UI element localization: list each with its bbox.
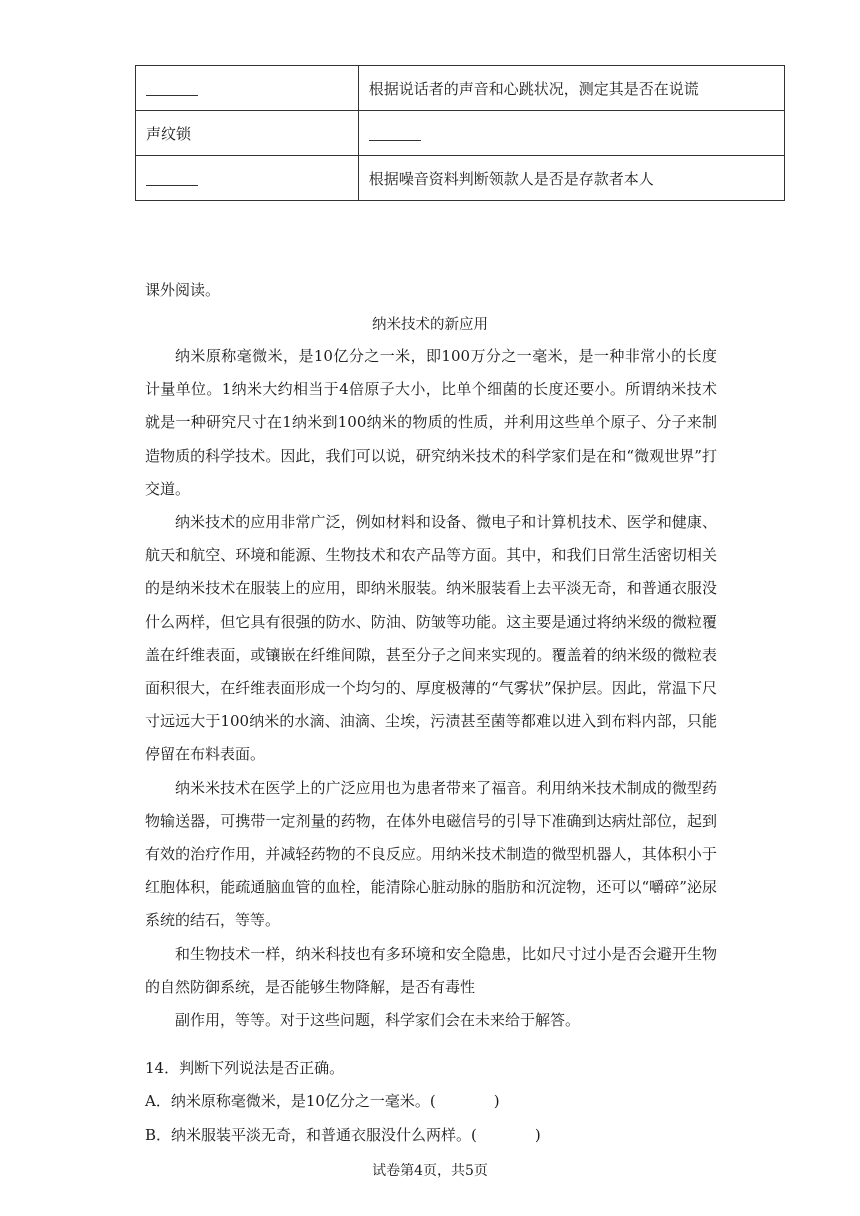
article-body [145, 340, 717, 1037]
answer-blank [369, 128, 421, 141]
question-item-a [145, 1090, 500, 1111]
fill-in-table [135, 65, 785, 201]
table-cell-blank [358, 111, 784, 156]
question-stem: 14．判断下列说法是否正确。 [145, 1059, 345, 1077]
article-title: 纳米技术的新应用 [372, 317, 488, 333]
section-label: 课外阅读。 [145, 281, 221, 299]
table-cell: 根据说话者的声音和心跳状况，测定其是否在说谎 [358, 66, 784, 111]
table-row [136, 111, 785, 156]
question-a-text: A．纳米原称毫微米，是10亿分之一毫米。( [145, 1092, 436, 1110]
table-cell-blank [136, 156, 359, 201]
article-paragraph: 和生物技术一样，纳米科技也有多环境和安全隐患，比如尺寸过小是否会避开生物的自然防御系统，是否能够生物降解，是否有毒性 [145, 944, 717, 996]
article-paragraph: 纳米米技术在医学上的广泛应用也为患者带来了福音。利用纳米技术制成的微型药物输送器，可携带一定剂量的药物，在体外电磁信号的引导下准确到达病灶部位，起到有效的治疗作用，并减轻药物的不良反应。用纳米技术制造的微型机器人，其体积小于红胞体积，能疏通脑血管的血栓，能清除心脏动脉的脂肪和沉淀物，还可以“嚼碎”泌尿系统的结石，等等。 [145, 778, 717, 930]
answer-blank [146, 173, 198, 186]
page-footer: 试卷第4页，共5页 [372, 1163, 488, 1179]
close-paren: ) [493, 1092, 500, 1110]
answer-blank [146, 83, 198, 96]
article-paragraph: 纳米原称毫微米，是10亿分之一米，即100万分之一毫米，是一种非常小的长度计量单位。1纳米大约相当于4倍原子大小，比单个细菌的长度还要小。所谓纳米技术就是一种研究尺寸在1纳米到100纳米的物质的性质，并利用这些单个原子、分子来制造物质的科学技术。因此，我们可以说，研究纳米技术的科学家们是在和“微观世界”打交道。 [145, 347, 717, 498]
question-item-b [145, 1124, 541, 1145]
article-paragraph: 副作用，等等。对于这些问题，科学家们会在未来给于解答。 [175, 1011, 581, 1030]
close-paren: ) [534, 1126, 541, 1144]
question-b-text: B．纳米服装平淡无奇，和普通衣服没什么两样。( [145, 1126, 477, 1144]
table-cell: 声纹锁 [136, 111, 359, 156]
table-row [136, 66, 785, 111]
table-cell: 根据噪音资料判断领款人是否是存款者本人 [358, 156, 784, 201]
table-cell-blank [136, 66, 359, 111]
article-paragraph: 纳米技术的应用非常广泛，例如材料和设备、微电子和计算机技术、医学和健康、航天和航空、环境和能源、生物技术和农产品等方面。其中，和我们日常生活密切相关的是纳米技术在服装上的应用，即纳米服装。纳米服装看上去平淡无奇，和普通衣服没什么两样，但它具有很强的防水、防油、防皱等功能。这主要是通过将纳米级的微粒覆盖在纤维表面，或镶嵌在纤维间隙，甚至分子之间来实现的。覆盖着的纳米级的微粒表面积很大，在纤维表面形成一个均匀的、厚度极薄的“气雾状”保护层。因此，常温下尺寸远远大于100纳米的水滴、油滴、尘埃，污渍甚至菌等都难以进入到布料内部，只能停留在布料表面。 [145, 513, 717, 764]
table-row [136, 156, 785, 201]
